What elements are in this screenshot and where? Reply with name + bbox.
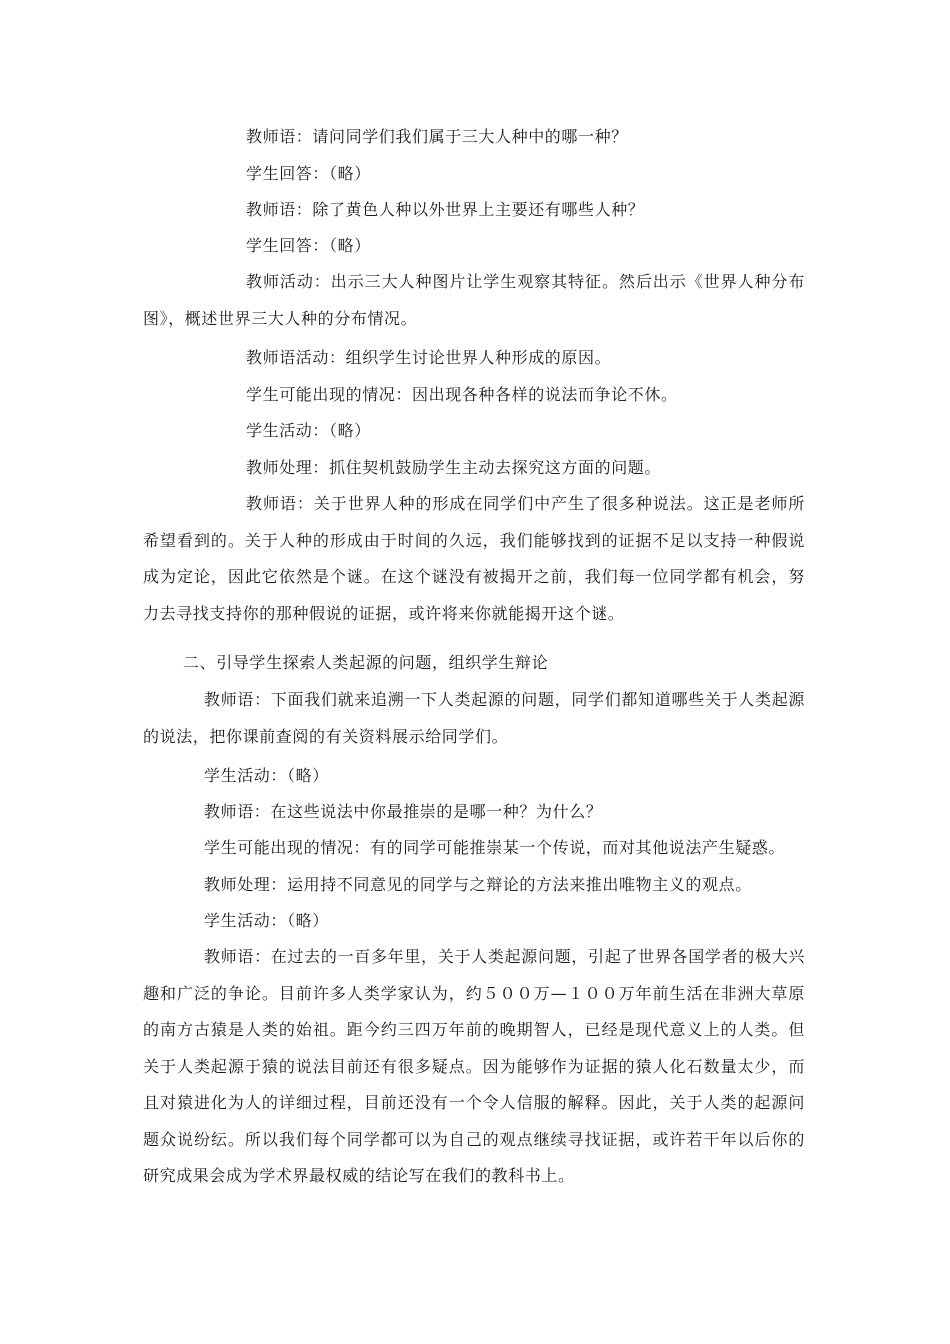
paragraph-student-possible-situation-2: 学生可能出现的情况：有的同学可能推崇某一个传说，而对其他说法产生疑惑。 xyxy=(204,838,786,857)
section-heading-human-origin: 二、引导学生探索人类起源的问题，组织学生辩论 xyxy=(183,653,549,672)
paragraph-teacher-handling-1: 教师处理：抓住契机鼓励学生主动去探究这方面的问题。 xyxy=(246,458,662,477)
paragraph-teacher-question-race: 教师语：请问同学们我们属于三大人种中的哪一种？ xyxy=(246,127,628,146)
paragraph-teacher-human-origin-intro: 教师语：下面我们就来追溯一下人类起源的问题，同学们都知道哪些关于人类起源的说法，把你课前查阅的有关资料展示给同学们。 xyxy=(143,690,805,746)
paragraph-teacher-question-favorite: 教师语：在这些说法中你最推崇的是哪一种？为什么？ xyxy=(204,802,603,821)
paragraph-teacher-human-origin-debate: 教师语：在过去的一百多年里，关于人类起源问题，引起了世界各国学者的极大兴趣和广泛的争论。目前许多人类学家认为，约５００万—１００万年前生活在非洲大草原的南方古猿是人类的始祖。距今约三四万年前的晚期智人，已经是现代意义上的人类。但关于人类起源于猿的说法目前还有很多疑点。因为能够作为证据的猿人化石数量太少，而且对猿进化为人的详细过程，目前还没有一个令人信服的解释。因此，关于人类的起源问题众说纷纭。所以我们每个同学都可以为自己的观点继续寻找证据，或许若干年以后你的研究成果会成为学术界最权威的结论写在我们的教科书上。 xyxy=(143,947,805,1185)
paragraph-student-answer-1: 学生回答：（略） xyxy=(246,164,371,183)
paragraph-student-answer-2: 学生回答：（略） xyxy=(246,236,371,255)
paragraph-student-activity-1: 学生活动：（略） xyxy=(246,421,371,440)
paragraph-student-possible-situation-1: 学生可能出现的情况：因出现各种各样的说法而争论不休。 xyxy=(246,385,678,404)
paragraph-teacher-discussion-activity: 教师语活动：组织学生讨论世界人种形成的原因。 xyxy=(246,348,612,367)
paragraph-teacher-activity-race-map: 教师活动：出示三大人种图片让学生观察其特征。然后出示《世界人种分布图》，概述世界三大人种的分布情况。 xyxy=(143,272,805,328)
paragraph-teacher-question-other-races: 教师语：除了黄色人种以外世界上主要还有哪些人种？ xyxy=(246,200,645,219)
paragraph-student-activity-2: 学生活动：（略） xyxy=(204,766,329,785)
paragraph-student-activity-3: 学生活动：（略） xyxy=(204,911,329,930)
paragraph-teacher-handling-2: 教师处理：运用持不同意见的同学与之辩论的方法来推出唯物主义的观点。 xyxy=(204,875,752,894)
paragraph-teacher-race-formation: 教师语：关于世界人种的形成在同学们中产生了很多种说法。这正是老师所希望看到的。关于人种的形成由于时间的久远，我们能够找到的证据不足以支持一种假说成为定论，因此它依然是个谜。在这个谜没有被揭开之前，我们每一位同学都有机会，努力去寻找支持你的那种假说的证据，或许将来你就能揭开这个谜。 xyxy=(143,494,805,623)
